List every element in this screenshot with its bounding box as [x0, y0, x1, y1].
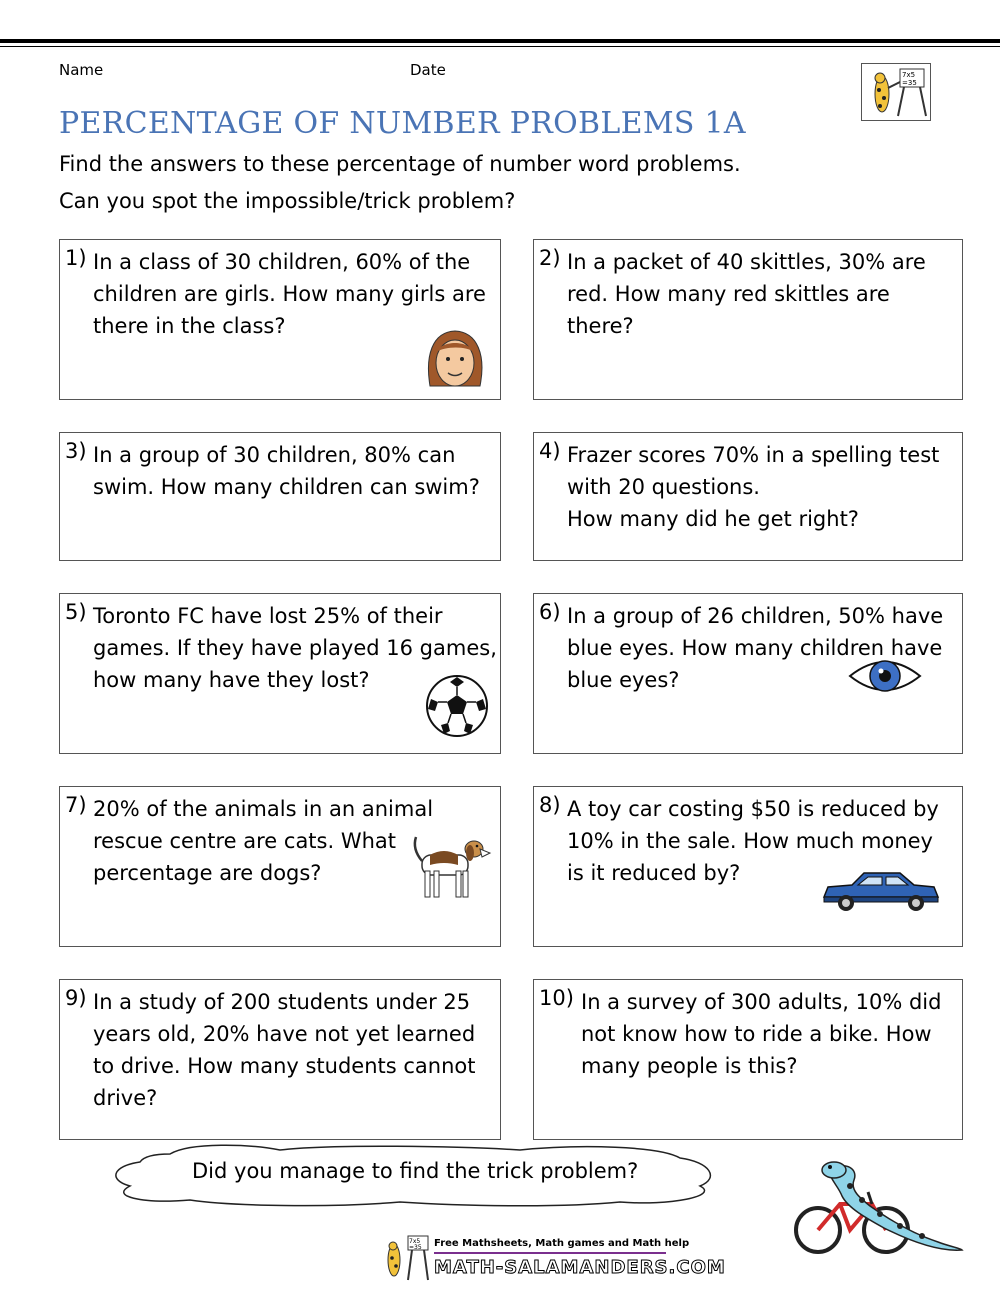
footer-tagline: Free Mathsheets, Math games and Math help: [434, 1238, 690, 1249]
soccer-ball-icon: [424, 673, 490, 739]
date-label: Date: [410, 61, 446, 79]
salamander-logo: [861, 63, 931, 121]
problem-number: 4): [539, 439, 561, 463]
problem-number: 3): [65, 439, 87, 463]
problem-number: 5): [65, 600, 87, 624]
girl-face-icon: [420, 326, 490, 396]
problem-box-3: [59, 432, 501, 561]
problem-box-6: [533, 593, 963, 754]
svg-text:=35: =35: [902, 79, 917, 87]
name-label: Name: [59, 61, 104, 79]
problem-box-2: [533, 239, 963, 400]
problem-number: 1): [65, 246, 87, 270]
cloud-question: Did you manage to find the trick problem?: [192, 1159, 639, 1183]
problem-box-7: [59, 786, 501, 947]
problem-text: Toronto FC have lost 25% of their games. If they have played 16 games, how many have they lost?: [93, 604, 497, 692]
problem-text: In a survey of 300 adults, 10% did not know how to ride a bike. How many people is this?: [581, 990, 942, 1078]
problem-number: 10): [539, 986, 574, 1010]
svg-text:=35: =35: [409, 1244, 422, 1251]
header-rule-thick: [0, 39, 1000, 43]
problem-box-4: [533, 432, 963, 561]
problem-number: 8): [539, 793, 561, 817]
footer-site-name[interactable]: MATH-SALAMANDERS.COM: [434, 1257, 726, 1278]
problem-text: In a class of 30 children, 60% of the children are girls. How many girls are there in the class?: [93, 250, 486, 338]
svg-text:7x5: 7x5: [902, 71, 916, 79]
problem-number: 7): [65, 793, 87, 817]
problem-number: 2): [539, 246, 561, 270]
page-title: PERCENTAGE OF NUMBER PROBLEMS 1A: [59, 106, 746, 141]
problem-text: In a group of 26 children, 50% have blue eyes. How many children have blue eyes?: [567, 604, 944, 692]
header-rule-thin: [0, 46, 1000, 47]
problem-number: 9): [65, 986, 87, 1010]
dog-icon: [408, 831, 492, 905]
problem-text: 20% of the animals in an animal rescue centre are cats. What percentage are dogs?: [93, 797, 434, 885]
problem-box-5: [59, 593, 501, 754]
blue-car-icon: [820, 869, 940, 913]
blue-eye-icon: [848, 656, 922, 696]
svg-text:7x5: 7x5: [409, 1238, 421, 1245]
problem-box-9: [59, 979, 501, 1140]
problem-number: 6): [539, 600, 561, 624]
problem-text: A toy car costing $50 is reduced by 10% in the sale. How much money is it reduced by?: [567, 797, 939, 885]
footer-underline: [434, 1252, 666, 1254]
footer-salamander-logo-icon: [380, 1234, 430, 1282]
problem-text: In a study of 200 students under 25 years old, 20% have not yet learned to drive. How many students cannot drive?: [93, 990, 476, 1110]
problem-box-8: [533, 786, 963, 947]
salamander-logo-icon: [862, 64, 930, 120]
problem-text: In a group of 30 children, 80% can swim. How many children can swim?: [93, 443, 480, 499]
problem-text: Frazer scores 70% in a spelling test with 20 questions. How many did he get right?: [567, 443, 940, 531]
problem-text: In a packet of 40 skittles, 30% are red. How many red skittles are there?: [567, 250, 926, 338]
problem-box-10: [533, 979, 963, 1140]
salamander-on-bike-icon: [788, 1156, 964, 1256]
instruction-line-2: Can you spot the impossible/trick problem?: [59, 189, 516, 213]
instruction-line-1: Find the answers to these percentage of number word problems.: [59, 152, 741, 176]
problem-box-1: [59, 239, 501, 400]
